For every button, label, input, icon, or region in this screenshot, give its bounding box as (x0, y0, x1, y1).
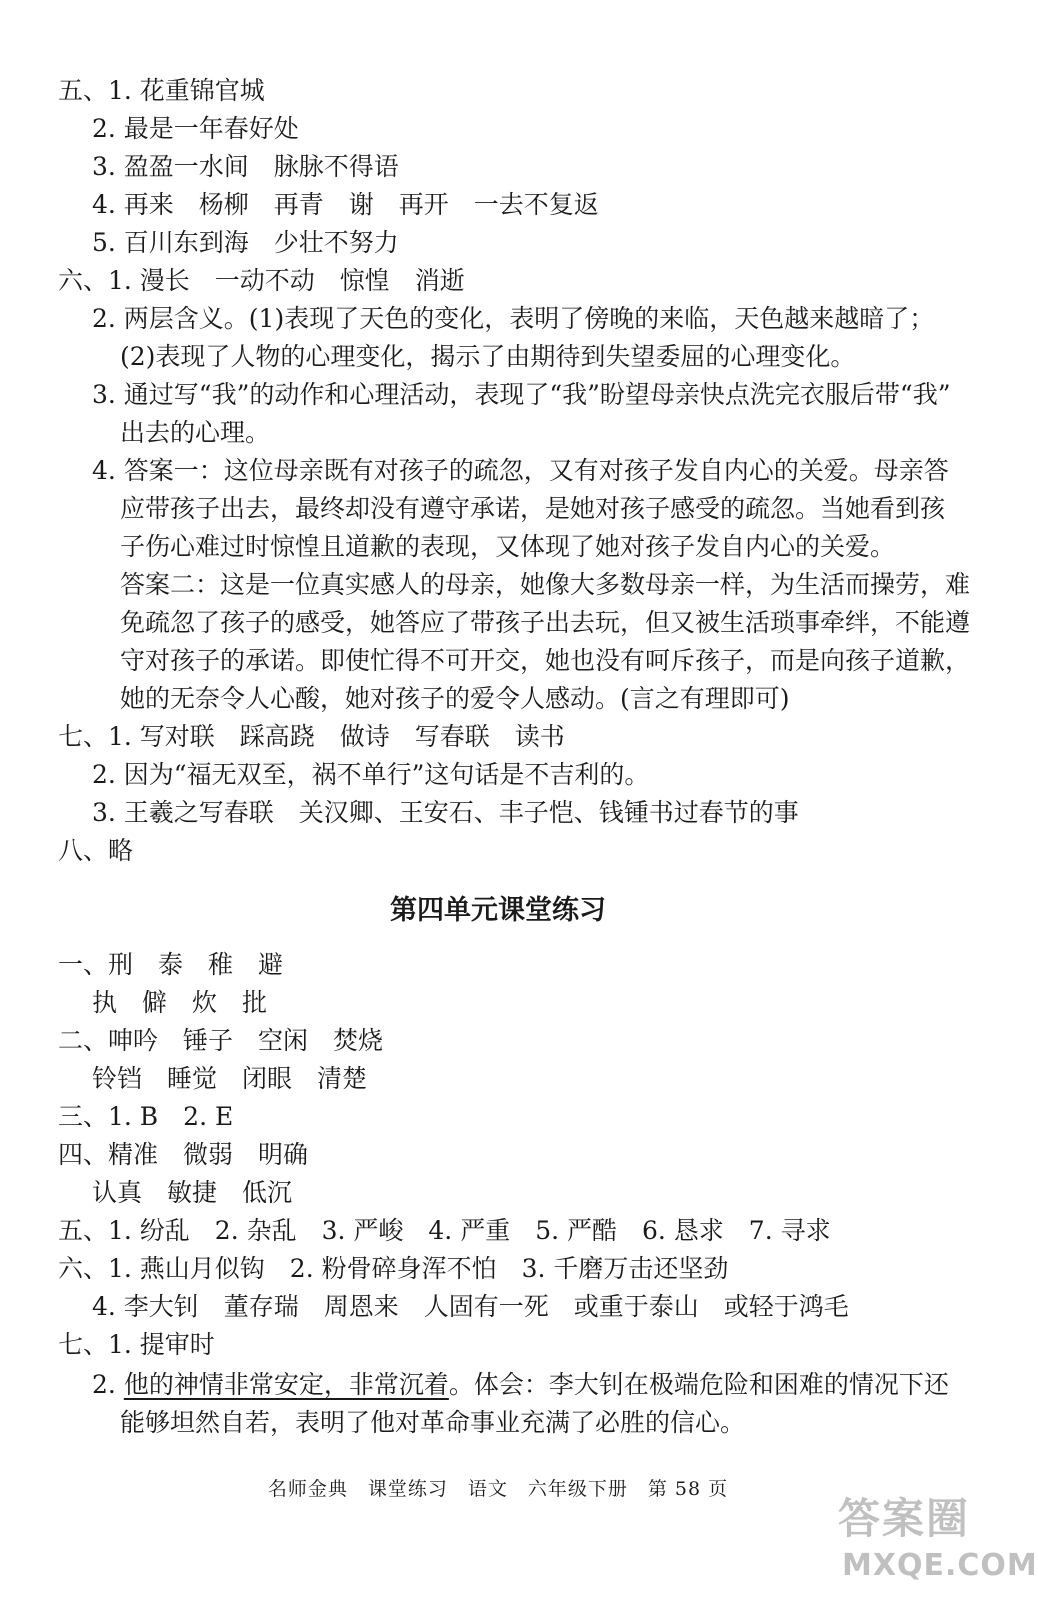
line-s2b: 铃铛 睡觉 闭眼 清楚 (92, 1064, 368, 1093)
line-5-2: 2. 最是一年春好处 (92, 114, 299, 143)
line-6-3b: 出去的心理。 (120, 418, 271, 447)
line-s2a: 二、呻吟 锤子 空闲 焚烧 (58, 1026, 384, 1055)
line-s4b: 认真 敏捷 低沉 (92, 1178, 293, 1207)
line-7-3: 3. 王羲之写春联 关汉卿、王安石、丰子恺、钱锺书过春节的事 (92, 798, 799, 827)
line-5-4: 4. 再来 杨柳 再青 谢 再开 一去不复返 (92, 190, 599, 219)
line-s7c: 能够坦然自若，表明了他对革命事业充满了必胜的信心。 (120, 1408, 746, 1437)
line-s7a: 七、1. 提审时 (58, 1330, 215, 1359)
line-5-3: 3. 盈盈一水间 脉脉不得语 (92, 152, 399, 181)
line-s4a: 四、精准 微弱 明确 (58, 1140, 309, 1169)
line-7-2: 2. 因为“福无双至，祸不单行”这句话是不吉利的。 (92, 760, 650, 789)
page-footer: 名师金典 课堂练习 语文 六年级下册 第 58 页 (267, 1478, 729, 1500)
line-6-4e: 免疏忽了孩子的感受，她答应了带孩子出去玩，但又被生活琐事牵绊，不能遵 (120, 608, 971, 637)
line-5-5: 5. 百川东到海 少壮不努力 (92, 228, 399, 257)
line-6-4f: 守对孩子的承诺。即使忙得不可开交，她也没有呵斥孩子，而是向孩子道歉， (120, 646, 971, 675)
line-s6a: 六、1. 燕山月似钩 2. 粉骨碎身浑不怕 3. 千磨万击还坚劲 (58, 1254, 729, 1283)
line-6-4a: 4. 答案一：这位母亲既有对孩子的疏忽，又有对孩子发自内心的关爱。母亲答 (92, 456, 949, 485)
line-s1a: 一、刑 泰 稚 避 (58, 950, 284, 979)
section-title: 第四单元课堂练习 (390, 895, 606, 926)
line-6-2b: (2)表现了人物的心理变化，揭示了由期待到失望委屈的心理变化。 (120, 342, 856, 371)
line-5-1: 五、1. 花重锦官城 (58, 76, 265, 105)
line-6-2a: 2. 两层含义。(1)表现了天色的变化，表明了傍晚的来临，天色越来越暗了； (92, 304, 935, 333)
item-number: 2. (92, 1370, 124, 1399)
line-6-3a: 3. 通过写“我”的动作和心理活动，表现了“我”盼望母亲快点洗完衣服后带“我” (92, 380, 951, 409)
line-6-4c: 子伤心难过时惊惶且道歉的表现，又体现了她对孩子发自内心的关爱。 (120, 532, 896, 561)
underlined-quote: 他的神情非常安定，非常沉着 (123, 1370, 449, 1399)
watermark-top-text: 答案圈 (838, 1494, 971, 1543)
line-7-1: 七、1. 写对联 踩高跷 做诗 写春联 读书 (58, 722, 565, 751)
line-s1b: 执 僻 炊 批 (92, 988, 268, 1017)
line-s6b: 4. 李大钊 董存瑞 周恩来 人固有一死 或重于泰山 或轻于鸿毛 (92, 1292, 849, 1321)
line-s3: 三、1. B 2. E (58, 1102, 234, 1131)
line-s7b (92, 1368, 949, 1402)
line-8: 八、略 (58, 836, 134, 865)
watermark-logo (832, 1484, 1038, 1594)
line-rest: 。体会：李大钊在极端危险和困难的情况下还 (448, 1370, 949, 1399)
line-6-1: 六、1. 漫长 一动不动 惊惶 消逝 (58, 266, 465, 295)
line-6-4b: 应带孩子出去，最终却没有遵守承诺，是她对孩子感受的疏忽。当她看到孩 (120, 494, 946, 523)
line-6-4g: 她的无奈令人心酸，她对孩子的爱令人感动。(言之有理即可) (120, 684, 790, 713)
line-s5: 五、1. 纷乱 2. 杂乱 3. 严峻 4. 严重 5. 严酷 6. 恳求 7. 寻求 (58, 1216, 831, 1245)
watermark-bottom-text: MXQE.COM (842, 1548, 1038, 1583)
line-6-4d: 答案二：这是一位真实感人的母亲，她像大多数母亲一样，为生活而操劳，难 (120, 570, 971, 599)
